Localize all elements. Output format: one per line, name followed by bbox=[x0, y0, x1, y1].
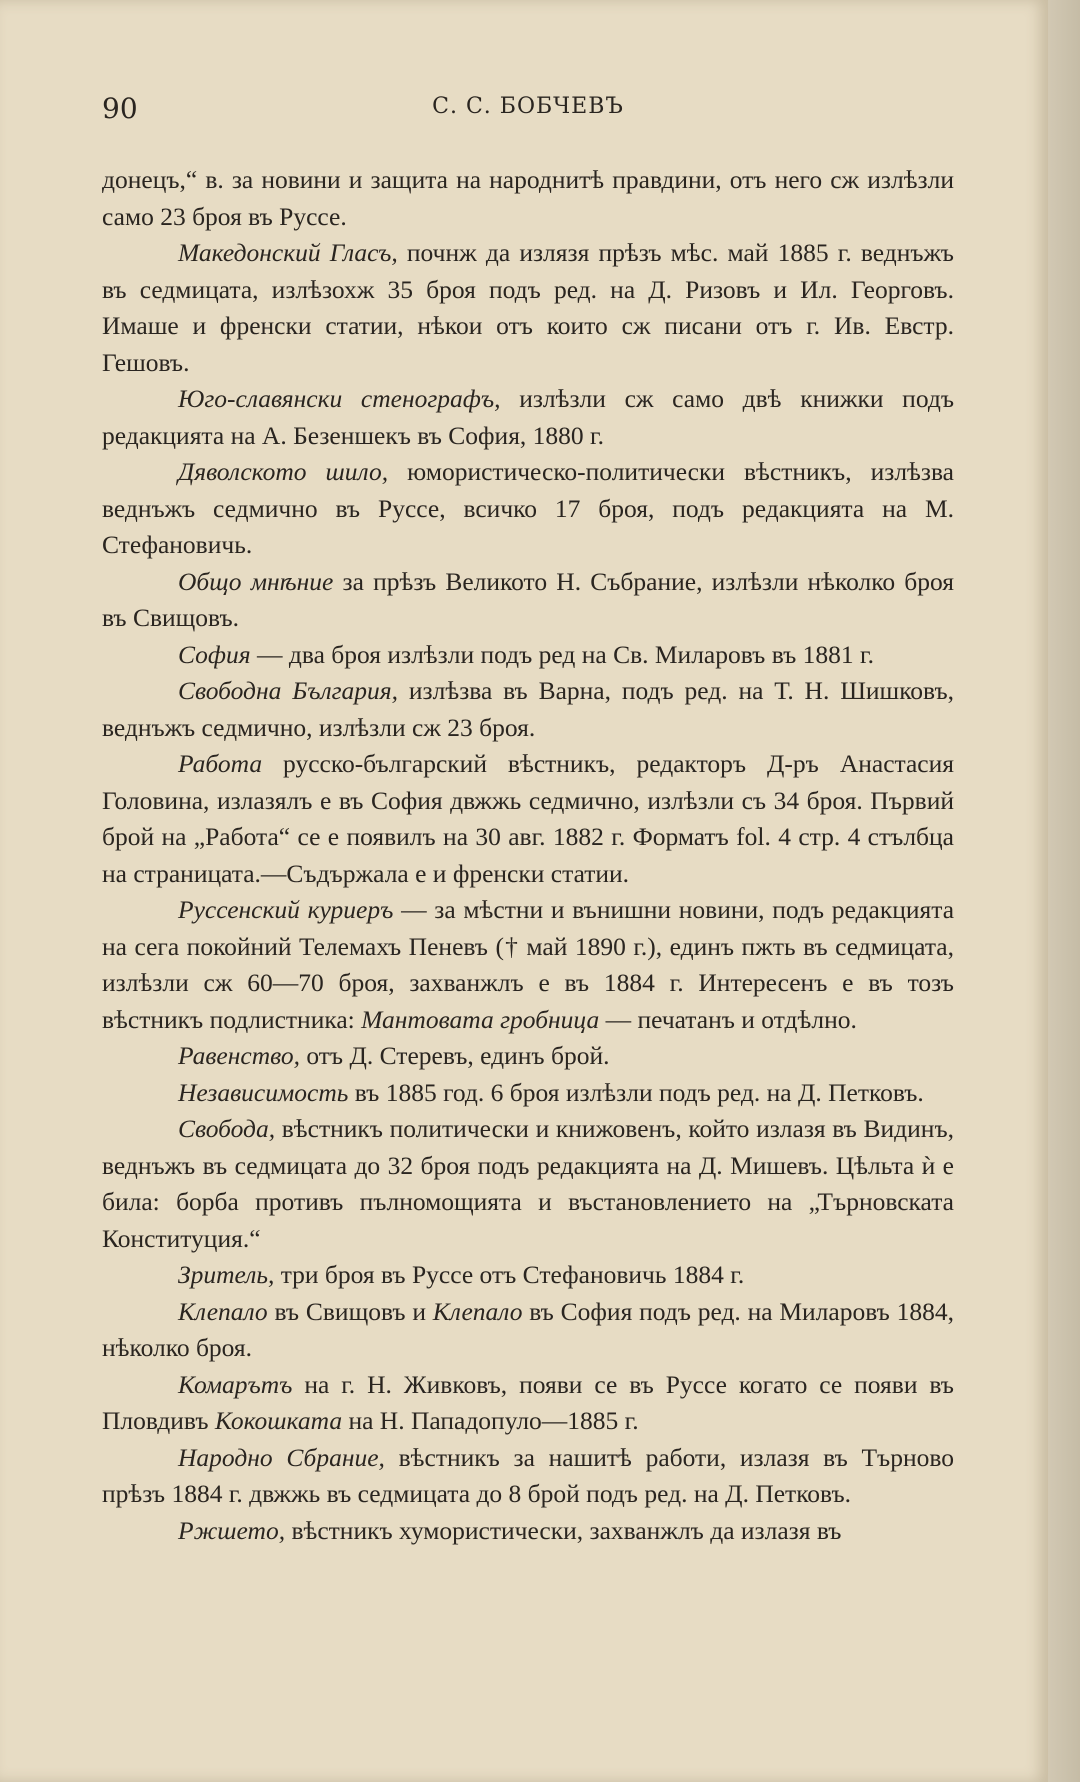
entry-text: — за мѣстни и вънишни новини, подъ редакцията на сега покойний Телемахъ Пеневъ († май 1890 г.), единъ пжть въ седмицата, излѣзли сж 60—70 броя, захванжлъ е въ 1884 г. Интересенъ е въ тозъ вѣстникъ подлистника: bbox=[102, 895, 955, 1034]
page-edge bbox=[1048, 0, 1080, 1782]
entry-sofia bbox=[102, 637, 954, 674]
entry-narodno-sbranie bbox=[102, 1440, 954, 1513]
newspaper-title: Работа bbox=[178, 749, 263, 778]
entry-text: въ София подъ ред. на Миларовъ 1884, нѣколко броя. bbox=[102, 1296, 954, 1362]
entry-text: въ Свищовъ и bbox=[267, 1296, 433, 1326]
newspaper-title: Руссенский куриеръ bbox=[178, 895, 394, 924]
newspaper-title: Комарътъ bbox=[178, 1369, 293, 1399]
paragraph-text: донецъ,“ в. за новини и защита на народнитѣ правдини, отъ него сж излѣзли само 23 броя въ Руссе. bbox=[102, 165, 954, 231]
entry-obshto-mnenie bbox=[102, 564, 954, 637]
entry-text: вѣстникъ политически и книжовенъ, който излазя въ Видинъ, веднъжъ въ седмицата до 32 броя подъ редакцията на Д. Мишевъ. Цѣльта ѝ е била: борба противъ пълномощията и въстановлението на „Търновската Конституция.“ bbox=[102, 1114, 954, 1253]
newspaper-title: Зритель, bbox=[178, 1260, 275, 1289]
entry-zritel bbox=[102, 1257, 954, 1294]
entry-rabota bbox=[102, 746, 954, 892]
entry-text: на Н. Пападопуло—1885 г. bbox=[342, 1406, 639, 1435]
entry-text: — два броя излѣзли подъ ред на Св. Миларовъ въ 1881 г. bbox=[250, 639, 875, 669]
newspaper-title: Клепало bbox=[432, 1296, 523, 1326]
newspaper-title: Независимость bbox=[178, 1077, 349, 1107]
page-header bbox=[102, 92, 954, 132]
entry-text: излѣзли сж само двѣ книжки подъ редакцията на А. Безеншекъ въ София, 1880 г. bbox=[102, 384, 955, 450]
entry-dyavolskoto-shilo bbox=[102, 454, 954, 564]
newspaper-title: Македонский Гласъ, bbox=[178, 238, 398, 267]
feuilleton-title: Мантовата гробница bbox=[361, 1004, 600, 1034]
running-head: С. С. БОБЧЕВЪ bbox=[432, 94, 624, 119]
entry-svobodna-bulgaria bbox=[102, 673, 954, 746]
entry-rzheshto bbox=[102, 1513, 954, 1550]
newspaper-title: София bbox=[178, 639, 251, 669]
entry-ravenstvo bbox=[102, 1038, 954, 1075]
newspaper-title: Народно Сбрание, bbox=[178, 1442, 385, 1472]
entry-text: на г. Н. Живковъ, появи се въ Руссе когато се появи въ Пловдивъ bbox=[102, 1369, 954, 1435]
entry-text: за прѣзъ Великото Н. Събрание, излѣзли нѣколко броя въ Свищовъ. bbox=[102, 566, 954, 632]
entry-russensky-kurier bbox=[102, 892, 954, 1038]
newspaper-title: Кокошката bbox=[214, 1406, 343, 1435]
entry-text: — печатанъ и отдѣлно. bbox=[599, 1004, 857, 1034]
page-number: 90 bbox=[102, 92, 138, 125]
entry-text: русско-българский вѣстникъ, редакторъ Д-ръ Анастасия Головина, излазялъ е въ София двжжь седмично, излѣзли съ 34 броя. Първий брой на „Работа“ се е появилъ на 30 авг. 1882 г. Форматъ fol. 4 стр. 4 стълбца на страницата.—Съдържала е и френски статии. bbox=[102, 749, 954, 888]
newspaper-title: Общо мнѣние bbox=[178, 566, 334, 596]
entry-nezavisimost bbox=[102, 1075, 954, 1112]
entry-text: юмористическо-политически вѣстникъ, излѣзва веднъжъ седмично въ Руссе, всичко 17 броя, подъ редакцията на М. Стефановичь. bbox=[102, 457, 954, 559]
entry-yugo-slavyanski bbox=[102, 381, 954, 454]
page-body bbox=[102, 162, 954, 1549]
entry-text: вѣстникъ хумористически, захванжлъ да излазя въ bbox=[285, 1515, 842, 1545]
entry-text: три броя въ Руссе отъ Стефановичь 1884 г. bbox=[274, 1260, 745, 1289]
paragraph-continuation bbox=[102, 162, 954, 235]
entry-klepalo bbox=[102, 1294, 954, 1367]
entry-makedonsky-glas bbox=[102, 235, 954, 381]
newspaper-title: Свободна България, bbox=[178, 676, 399, 705]
entry-svoboda bbox=[102, 1111, 954, 1257]
newspaper-title: Клепало bbox=[178, 1296, 268, 1326]
entry-text: отъ Д. Стеревъ, единъ брой. bbox=[299, 1041, 610, 1070]
newspaper-title: Юго-славянски стенографъ, bbox=[178, 384, 501, 413]
entry-komarat bbox=[102, 1367, 954, 1440]
entry-text: излѣзва въ Варна, подъ ред. на Т. Н. Шишковъ, веднъжъ седмично, излѣзли сж 23 броя. bbox=[102, 676, 955, 742]
newspaper-title: Свобода, bbox=[178, 1114, 276, 1143]
entry-text: вѣстникъ за нашитѣ работи, излазя въ Търново прѣзъ 1884 г. двжжь въ седмицата до 8 брой подъ ред. на Д. Петковъ. bbox=[102, 1442, 954, 1508]
entry-text: въ 1885 год. 6 броя излѣзли подъ ред. на Д. Петковъ. bbox=[348, 1077, 924, 1107]
entry-text: почнж да излязя прѣзъ мѣс. май 1885 г. веднъжъ въ седмицата, излѣзохж 35 броя подъ ред. на Д. Ризовъ и Ил. Георговъ. Имаше и френски статии, нѣкои отъ които сж писани отъ г. Ив. Евстр. Гешовъ. bbox=[102, 238, 954, 377]
newspaper-title: Ржшето, bbox=[178, 1515, 286, 1545]
newspaper-title: Равенство, bbox=[178, 1041, 300, 1070]
newspaper-title: Дяволското шило, bbox=[178, 457, 389, 486]
